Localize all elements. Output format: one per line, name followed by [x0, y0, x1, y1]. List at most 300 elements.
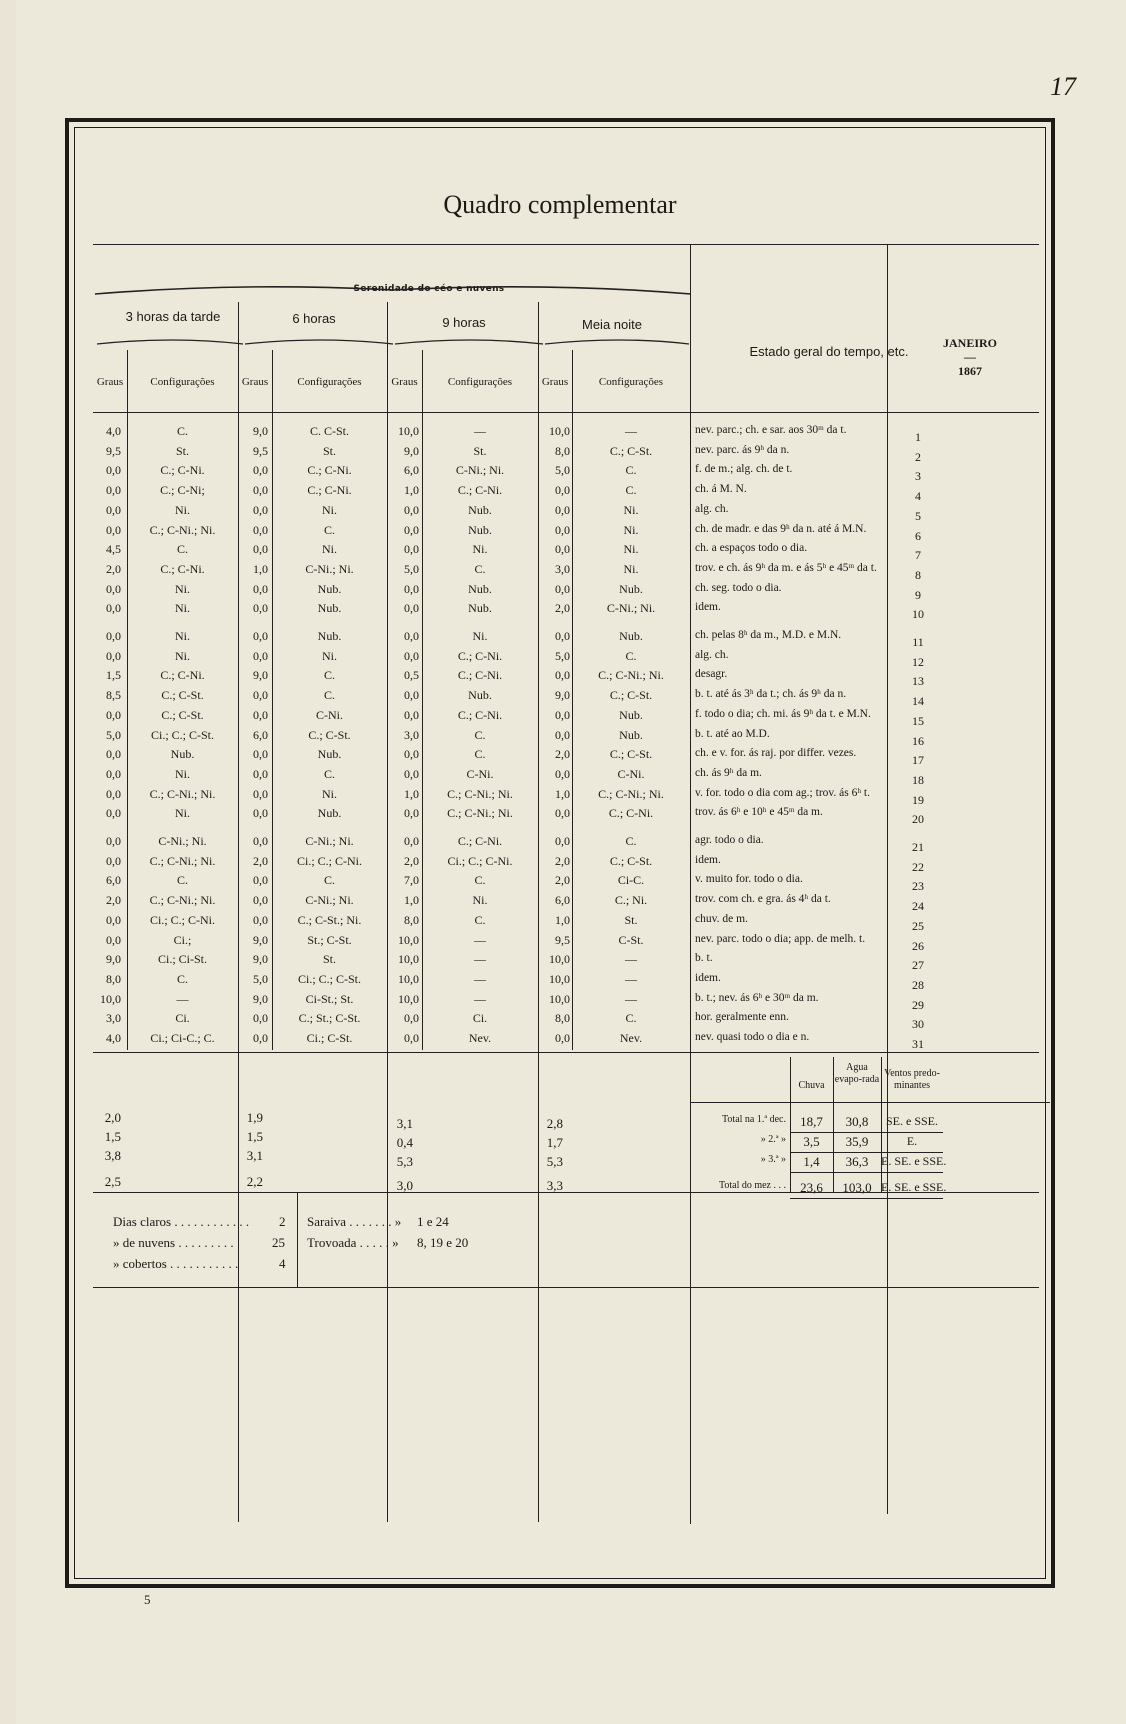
- cell-config-9h: C.; C-Ni.: [457, 834, 503, 848]
- cell-config-9h: C.; C-Ni.: [457, 707, 503, 722]
- table-row: [69, 560, 1059, 580]
- cell-estado: v. for. todo o dia com ag.; trov. ás 6ʰ t.: [695, 786, 870, 799]
- cell-graus-6h: 0,0: [253, 747, 268, 762]
- cell-graus-9h: 0,0: [404, 522, 419, 537]
- cell-estado: nev. parc.; ch. e sar. aos 30ᵐ da t.: [695, 424, 847, 436]
- cell-config-mn: Nub.: [619, 727, 643, 742]
- cell-config-3h: Ci.; C.; C-Ni.: [149, 912, 215, 927]
- cell-config-mn: Ni.: [623, 522, 639, 537]
- cell-graus-3h: 0,0: [106, 834, 121, 848]
- cell-config-9h: C.; C-Ni.: [457, 483, 503, 498]
- month-mean-cell: 2,2: [246, 1174, 263, 1189]
- cell-day: 25: [912, 918, 924, 933]
- cell-graus-6h: 0,0: [253, 629, 268, 643]
- cell-estado: nev. parc. todo o dia; app. de melh. t.: [695, 932, 866, 945]
- month-dash: —: [964, 350, 976, 364]
- saraiva-value: 1 e 24: [417, 1214, 449, 1229]
- decade-mean-cell: 2,0: [104, 1110, 121, 1125]
- cell-graus-6h: 0,0: [253, 834, 268, 848]
- decade-mean-cell: 1,7: [546, 1135, 563, 1150]
- table-frame: [65, 118, 1055, 1588]
- cell-graus-3h: 0,0: [106, 502, 121, 517]
- cell-config-3h: C.; C-Ni.; Ni.: [149, 786, 216, 801]
- cell-day: 8: [915, 567, 921, 582]
- cell-day: 6: [915, 528, 921, 543]
- cell-graus-3h: 8,5: [106, 688, 121, 703]
- cell-graus-9h: 0,0: [404, 629, 419, 643]
- cell-graus-3h: 0,0: [106, 806, 121, 821]
- cell-graus-3h: 0,0: [106, 648, 121, 663]
- cell-config-9h: C.; C-Ni.: [457, 648, 503, 663]
- table-row: [69, 891, 1059, 914]
- cell-estado: ch. á M. N.: [695, 483, 747, 496]
- cell-graus-3h: 0,0: [106, 853, 121, 868]
- cell-config-3h: C.; C-Ni.: [160, 463, 205, 478]
- cell-config-3h: C.: [176, 542, 188, 557]
- cell-estado: ch. ás 9ʰ da m.: [695, 766, 762, 779]
- table-row: [69, 686, 1059, 709]
- cell-config-mn: C.; Ni.: [614, 893, 648, 908]
- cell-config-9h: C.: [474, 747, 486, 762]
- summary-top-rule: [93, 1052, 1039, 1053]
- cell-graus-6h: 0,0: [253, 786, 268, 801]
- cell-graus-9h: 0,0: [404, 834, 419, 848]
- trovoada-value: 8, 19 e 20: [417, 1235, 469, 1250]
- cell-graus-3h: 1,5: [106, 668, 121, 683]
- cell-graus-3h: 0,0: [106, 747, 121, 762]
- cell-graus-6h: 9,0: [253, 991, 268, 1006]
- cell-graus-mn: 0,0: [555, 707, 570, 722]
- cell-graus-9h: 10,0: [398, 971, 419, 986]
- cell-config-3h: Ni.: [175, 629, 190, 643]
- cell-day: 22: [912, 859, 924, 874]
- cell-config-9h: —: [474, 971, 486, 986]
- cell-config-9h: Nub.: [468, 688, 492, 703]
- cell-graus-mn: 0,0: [555, 806, 570, 821]
- cell-graus-3h: 6,0: [106, 873, 121, 888]
- cell-config-3h: Ci.;: [173, 932, 192, 947]
- cell-graus-6h: 9,0: [253, 424, 268, 438]
- cell-graus-6h: 0,0: [253, 912, 268, 927]
- table-row: [69, 461, 1059, 484]
- cell-config-mn: C-Ni.; Ni.: [606, 601, 656, 616]
- cell-config-mn: Nub.: [619, 629, 643, 643]
- total-ventos: E. SE. e SSE.: [881, 1154, 947, 1168]
- cell-config-mn: —: [625, 952, 637, 967]
- table-row: [69, 647, 1059, 667]
- cell-graus-6h: 6,0: [253, 727, 268, 742]
- cell-config-3h: Ni.: [175, 502, 190, 517]
- table-row: [69, 1009, 1059, 1032]
- total-chuva: 1,4: [803, 1154, 820, 1169]
- cell-graus-3h: 0,0: [106, 463, 121, 478]
- cell-graus-9h: 0,0: [404, 688, 419, 703]
- decade-mean-cell: 1,9: [246, 1110, 263, 1125]
- cell-config-9h: —: [474, 932, 486, 947]
- cell-config-9h: Nub.: [468, 502, 492, 517]
- cell-config-6h: C.; C-Ni.: [307, 463, 352, 478]
- cell-estado: alg. ch.: [695, 648, 729, 661]
- cell-graus-mn: 0,0: [555, 766, 570, 781]
- cell-graus-mn: 5,0: [555, 463, 570, 478]
- cell-graus-9h: 5,0: [404, 561, 419, 576]
- table-row: [69, 666, 1059, 689]
- cell-graus-9h: 0,0: [404, 542, 419, 557]
- cell-graus-9h: 10,0: [398, 991, 419, 1006]
- totals-row-rule: [790, 1198, 943, 1199]
- cell-config-mn: C-St.: [618, 932, 644, 947]
- cell-config-6h: C.: [323, 688, 335, 703]
- cell-graus-mn: 1,0: [555, 912, 570, 927]
- period-9h: 9 horas: [442, 315, 486, 330]
- cell-config-9h: C.; C-Ni.; Ni.: [447, 806, 513, 821]
- period-3h: 3 horas da tarde: [125, 309, 221, 324]
- cell-graus-6h: 0,0: [253, 688, 268, 703]
- year-label: 1867: [958, 364, 982, 378]
- cell-config-6h: C-Ni.: [316, 707, 343, 722]
- cell-graus-3h: 4,5: [106, 542, 121, 557]
- cell-config-3h: C.; C-Ni.; Ni.: [149, 522, 216, 537]
- cell-estado: alg. ch.: [695, 502, 729, 515]
- cell-graus-9h: 0,0: [404, 766, 419, 781]
- cell-config-6h: Ci.; C.; C-St.: [297, 971, 362, 986]
- cell-config-mn: C.: [625, 648, 637, 663]
- cell-config-mn: Ci-C.: [617, 873, 645, 888]
- cell-graus-9h: 1,0: [404, 786, 419, 801]
- cell-graus-mn: 0,0: [555, 629, 570, 643]
- totals-row-rule: [790, 1172, 943, 1173]
- cell-config-6h: Ci.; C-St.: [306, 1031, 353, 1045]
- month-label: JANEIRO: [942, 336, 997, 350]
- cell-graus-6h: 0,0: [253, 483, 268, 498]
- cell-graus-6h: 0,0: [253, 707, 268, 722]
- cell-graus-mn: 1,0: [555, 786, 570, 801]
- table-row: [69, 745, 1059, 768]
- cell-estado: b. t. até ás 3ʰ da t.; ch. ás 9ʰ da n.: [695, 688, 847, 701]
- sub-graus-2: Graus: [241, 376, 269, 388]
- table-row: [69, 540, 1059, 563]
- cell-day: 21: [912, 840, 924, 854]
- decade-mean-cell: 3,8: [104, 1148, 121, 1163]
- cell-graus-6h: 0,0: [253, 893, 268, 908]
- cell-graus-9h: 0,0: [404, 502, 419, 517]
- cell-config-6h: C.: [323, 522, 335, 537]
- sub-graus-4: Graus: [541, 376, 569, 388]
- cell-graus-mn: 0,0: [555, 1031, 570, 1045]
- cell-estado: chuv. de m.: [695, 912, 748, 925]
- cell-graus-mn: 0,0: [555, 668, 570, 683]
- total-label: Total na 1.ª dec.: [722, 1114, 786, 1125]
- cell-graus-9h: 0,0: [404, 806, 419, 821]
- cell-config-3h: C.; C-Ni.: [160, 668, 205, 683]
- cell-day: 1: [915, 430, 921, 444]
- cell-estado: nev. parc. ás 9ʰ da n.: [695, 443, 790, 456]
- cell-config-6h: C-Ni.; Ni.: [305, 893, 354, 908]
- cell-graus-3h: 0,0: [106, 629, 121, 643]
- dias-claros-label: Dias claros . . . . . . . . . . . .: [113, 1214, 250, 1229]
- total-agua: 103,0: [842, 1180, 872, 1195]
- cell-graus-mn: 9,5: [555, 932, 570, 947]
- cell-day: 17: [912, 753, 924, 768]
- cell-config-3h: Ci.; C.; C-St.: [150, 727, 215, 742]
- decade-mean-cell: 2,8: [546, 1116, 563, 1131]
- cell-day: 5: [915, 508, 921, 523]
- cell-config-9h: Ni.: [472, 629, 488, 643]
- totals-row-rule: [790, 1152, 943, 1153]
- cell-graus-6h: 0,0: [253, 601, 268, 616]
- cell-config-6h: C. C-St.: [309, 424, 349, 438]
- cell-config-6h: Ni.: [322, 542, 337, 557]
- cell-config-9h: —: [474, 991, 486, 1006]
- cell-config-3h: C.: [176, 424, 188, 438]
- footer-bottom-rule: [93, 1287, 1039, 1288]
- table-row: [69, 852, 1059, 872]
- cell-config-3h: C.; C-Ni.; Ni.: [149, 893, 216, 908]
- table-row: [69, 501, 1059, 521]
- cell-graus-mn: 0,0: [555, 522, 570, 537]
- cell-graus-3h: 4,0: [106, 1031, 121, 1045]
- total-ventos: E.: [906, 1134, 918, 1148]
- cell-config-6h: St.; C-St.: [307, 932, 352, 947]
- cell-graus-3h: 4,0: [106, 424, 121, 438]
- cell-config-6h: Nub.: [317, 806, 342, 821]
- cell-config-6h: C.; St.; C-St.: [298, 1011, 361, 1026]
- cell-config-mn: Ni.: [623, 561, 639, 576]
- cell-config-6h: C.: [323, 766, 335, 781]
- cell-graus-mn: 6,0: [555, 893, 570, 908]
- cell-day: 4: [915, 489, 921, 504]
- period-braces: [93, 332, 693, 348]
- cell-graus-3h: 2,0: [106, 561, 121, 576]
- decade-mean-cell: 0,4: [396, 1135, 413, 1150]
- cell-day: 12: [912, 654, 924, 669]
- cell-config-9h: Nub.: [468, 601, 492, 616]
- cell-graus-9h: 10,0: [398, 424, 419, 438]
- decade-mean-cell: 3,1: [396, 1116, 413, 1131]
- cell-day: 29: [912, 997, 924, 1012]
- cell-config-6h: C.; C-Ni.: [307, 483, 352, 498]
- table-row: [69, 580, 1059, 600]
- decade-mean-cell: 1,5: [104, 1129, 121, 1144]
- cell-graus-9h: 8,0: [404, 912, 419, 927]
- head-agua: Agua evapo-rada: [834, 1062, 880, 1085]
- total-ventos: E. SE. e SSE.: [881, 1180, 947, 1194]
- cell-config-6h: Ci.; C.; C-Ni.: [296, 853, 362, 868]
- table-row: [69, 765, 1059, 785]
- month-mean-cell: 3,0: [396, 1178, 413, 1193]
- cell-graus-3h: 9,0: [106, 952, 121, 967]
- cell-config-3h: Ci.; Ci-St.: [157, 952, 207, 967]
- cell-graus-9h: 0,0: [404, 648, 419, 663]
- cell-graus-mn: 0,0: [555, 727, 570, 742]
- cell-config-6h: Ni.: [322, 786, 337, 801]
- cell-config-mn: C.; C-St.: [609, 747, 653, 762]
- cell-config-mn: C.; C-Ni.; Ni.: [598, 668, 664, 683]
- cell-day: 24: [912, 899, 924, 914]
- cell-estado: ch. seg. todo o dia.: [695, 581, 782, 594]
- cell-day: 9: [915, 587, 921, 602]
- estado-header: Estado geral do tempo, etc.: [749, 344, 909, 359]
- total-label: Total do mez . . .: [718, 1180, 786, 1191]
- cell-graus-6h: 0,0: [253, 502, 268, 517]
- cell-graus-3h: 0,0: [106, 707, 121, 722]
- cell-graus-3h: 8,0: [106, 971, 121, 986]
- cell-estado: v. muito for. todo o dia.: [695, 873, 803, 886]
- cell-config-mn: —: [625, 424, 637, 438]
- cell-graus-6h: 0,0: [253, 1011, 268, 1026]
- decade-mean-cell: 5,3: [396, 1154, 413, 1169]
- cell-day: 18: [912, 772, 924, 787]
- cell-graus-6h: 0,0: [253, 648, 268, 663]
- table-row: [69, 970, 1059, 990]
- cell-config-mn: —: [625, 971, 637, 986]
- cell-config-mn: C-Ni.: [617, 766, 645, 781]
- table-row: [69, 990, 1059, 1010]
- cell-day: 2: [915, 449, 921, 464]
- cell-graus-6h: 0,0: [253, 1031, 268, 1045]
- cell-graus-6h: 0,0: [253, 522, 268, 537]
- cell-estado: b. t.: [695, 952, 713, 965]
- cell-config-6h: C.: [323, 668, 335, 683]
- table-row: [69, 627, 1059, 647]
- total-agua: 30,8: [845, 1114, 869, 1129]
- table-row: [69, 804, 1059, 827]
- cell-config-mn: C.; C-Ni.: [608, 806, 654, 821]
- cell-config-mn: Nub.: [619, 707, 643, 722]
- dias-claros: [113, 1214, 249, 1230]
- cell-graus-mn: 2,0: [555, 873, 570, 888]
- cell-graus-3h: 0,0: [106, 581, 121, 596]
- table-row: [69, 871, 1059, 894]
- period-meia-noite: Meia noite: [582, 317, 642, 332]
- cell-graus-6h: 0,0: [253, 873, 268, 888]
- total-label: » 3.ª »: [760, 1154, 786, 1165]
- header-bottom-rule: [93, 412, 1039, 413]
- cell-graus-6h: 9,0: [253, 952, 268, 967]
- cell-config-9h: Ni.: [472, 893, 488, 908]
- cell-config-9h: Nub.: [468, 522, 492, 537]
- cell-estado: ch. a espaços todo o dia.: [695, 542, 808, 555]
- signature-mark: 5: [144, 1592, 151, 1607]
- totals-header-rule: [690, 1102, 1050, 1103]
- cell-day: 14: [912, 694, 924, 709]
- cell-day: 28: [912, 977, 924, 992]
- cell-graus-9h: 0,0: [404, 601, 419, 616]
- cell-config-9h: C-Ni.; Ni.: [455, 463, 505, 478]
- cell-graus-mn: 8,0: [555, 443, 570, 458]
- cell-config-9h: C-Ni.: [466, 766, 494, 781]
- decade-mean-cell: 5,3: [546, 1154, 563, 1169]
- cell-config-3h: C.; C-St.: [161, 688, 204, 703]
- cell-config-9h: Nev.: [468, 1031, 492, 1045]
- cell-graus-mn: 0,0: [555, 502, 570, 517]
- cell-estado: trov. e ch. ás 9ʰ da m. e ás 5ʰ e 45ᵐ da t.: [695, 561, 877, 574]
- sub-graus-1: Graus: [96, 376, 124, 388]
- cell-graus-mn: 10,0: [549, 991, 570, 1006]
- cell-config-6h: C-Ni.; Ni.: [305, 561, 354, 576]
- cell-config-6h: C.; C-St.: [308, 727, 351, 742]
- cell-estado: hor. geralmente enn.: [695, 1011, 789, 1024]
- cell-graus-3h: 9,5: [106, 443, 121, 458]
- cell-estado: idem.: [695, 971, 721, 984]
- cell-graus-3h: 3,0: [106, 1011, 121, 1026]
- decade-mean-cell: 3,1: [246, 1148, 263, 1163]
- cell-config-9h: —: [474, 424, 486, 438]
- cell-graus-9h: 0,0: [404, 747, 419, 762]
- cell-config-6h: C.; C-St.; Ni.: [297, 912, 362, 927]
- sub-config-1: Configurações: [150, 376, 215, 388]
- cell-day: 30: [912, 1017, 924, 1032]
- cell-graus-6h: 0,0: [253, 806, 268, 821]
- sub-graus-3: Graus: [391, 376, 418, 388]
- cell-estado: ch. pelas 8ʰ da m., M.D. e M.N.: [695, 629, 842, 641]
- cell-estado: f. todo o dia; ch. mi. ás 9ʰ da t. e M.N.: [695, 707, 871, 720]
- table-row: [69, 422, 1059, 442]
- cell-config-mn: C.; C-St.: [609, 853, 653, 868]
- cell-config-9h: Nub.: [468, 581, 492, 596]
- cell-graus-mn: 10,0: [549, 952, 570, 967]
- cell-config-3h: C.; C-Ni;: [160, 483, 205, 498]
- total-label: » 2.ª »: [760, 1134, 786, 1145]
- cell-graus-9h: 0,0: [404, 1011, 419, 1026]
- cell-config-3h: Ni.: [175, 766, 190, 781]
- cell-config-mn: C.: [625, 834, 637, 848]
- table-row: [69, 911, 1059, 931]
- cell-day: 31: [912, 1037, 924, 1051]
- cell-graus-mn: 8,0: [555, 1011, 570, 1026]
- total-chuva: 3,5: [803, 1134, 820, 1149]
- table-row: [69, 481, 1059, 504]
- cell-estado: desagr.: [695, 668, 728, 681]
- de-nuvens: [113, 1235, 234, 1251]
- cell-config-6h: Nub.: [317, 601, 342, 616]
- cell-config-6h: Ni.: [322, 648, 337, 663]
- cell-graus-9h: 7,0: [404, 873, 419, 888]
- table-row: [69, 785, 1059, 805]
- cell-config-9h: C.: [474, 727, 486, 742]
- cell-day: 19: [912, 792, 924, 807]
- cell-graus-3h: 0,0: [106, 932, 121, 947]
- cell-graus-mn: 0,0: [555, 483, 570, 498]
- page-number: 17: [1050, 72, 1076, 101]
- cell-graus-3h: 5,0: [106, 727, 121, 742]
- table-row: [69, 521, 1059, 541]
- total-chuva: 18,7: [800, 1114, 823, 1129]
- cell-graus-mn: 3,0: [555, 561, 570, 576]
- cell-graus-6h: 0,0: [253, 463, 268, 478]
- cell-estado: ch. e v. for. ás raj. por differ. vezes.: [695, 747, 857, 760]
- cobertos-value: 4: [279, 1256, 286, 1271]
- table-row: [69, 599, 1059, 622]
- cell-config-3h: Ci.: [175, 1011, 190, 1026]
- cell-graus-mn: 0,0: [555, 834, 570, 848]
- cell-config-mn: C.; C-St.: [609, 443, 653, 458]
- cell-estado: trov. ás 6ʰ e 10ʰ e 45ᵐ da m.: [695, 806, 823, 819]
- cell-config-3h: —: [176, 991, 189, 1006]
- cell-config-9h: Ni.: [472, 542, 488, 557]
- month-mean-cell: 2,5: [104, 1174, 121, 1189]
- cell-graus-6h: 5,0: [253, 971, 268, 986]
- cell-graus-6h: 9,0: [253, 932, 268, 947]
- cell-config-mn: —: [625, 991, 637, 1006]
- cell-estado: f. de m.; alg. ch. de t.: [695, 463, 793, 476]
- cell-estado: ch. de madr. e das 9ʰ da n. até á M.N.: [695, 522, 867, 535]
- cell-graus-3h: 2,0: [106, 893, 121, 908]
- group-title: Serenidade do céo e nuvens: [353, 284, 505, 294]
- cell-graus-6h: 0,0: [253, 766, 268, 781]
- cell-graus-mn: 0,0: [555, 542, 570, 557]
- cell-estado: idem.: [695, 601, 721, 614]
